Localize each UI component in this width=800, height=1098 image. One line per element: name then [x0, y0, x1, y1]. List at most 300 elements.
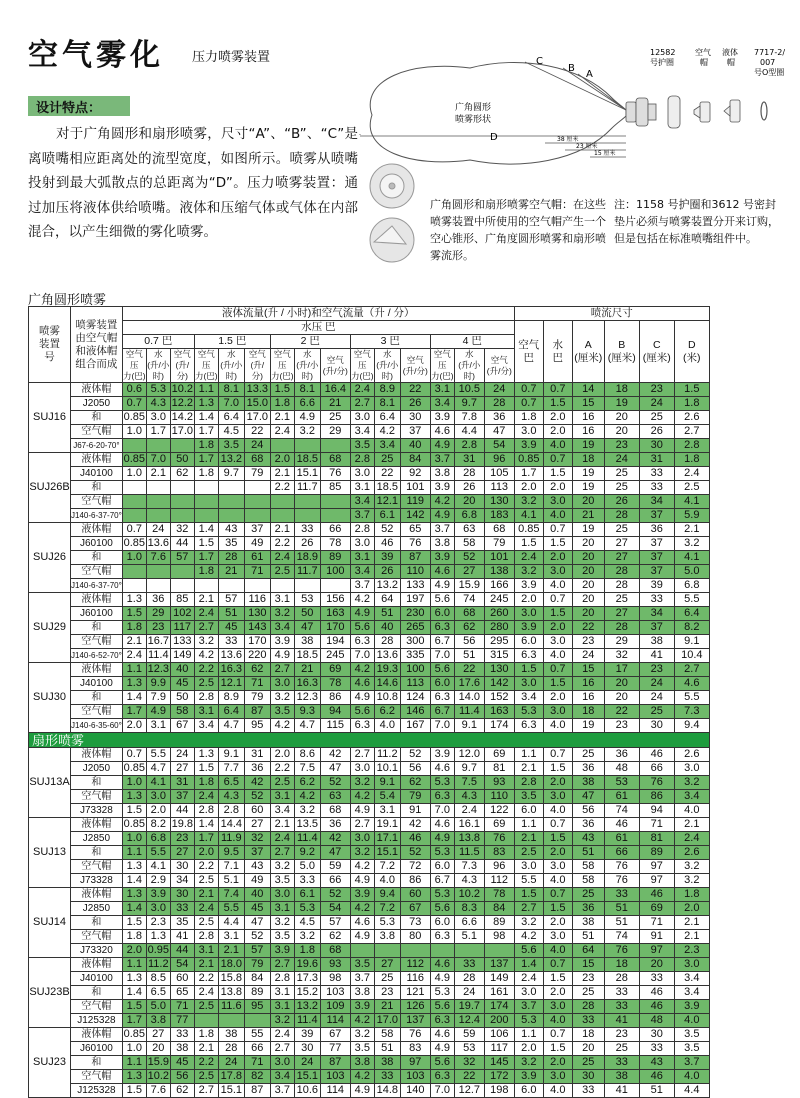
table-cell: 6.3: [430, 1070, 454, 1084]
table-cell: 7.5: [454, 776, 484, 790]
table-cell: 1.7: [194, 551, 218, 565]
table-cell: 0.85: [123, 1028, 145, 1040]
table-cell: 2.0: [543, 621, 572, 635]
table-cell: 68: [320, 944, 350, 958]
table-cell: 16: [572, 411, 604, 425]
section-title-wide-round: 广角圆形喷雾: [28, 293, 107, 308]
sub-header: 空气 (升/分): [400, 349, 430, 383]
table-cell: 3.9: [350, 1000, 374, 1014]
table-cell: 77: [320, 1042, 350, 1056]
part-combo: 液体帽: [71, 593, 123, 607]
table-cell: 4.1: [514, 509, 543, 523]
table-cell: 121: [400, 986, 430, 1000]
table-cell: [244, 579, 270, 593]
table-cell: 3.1: [374, 804, 400, 818]
table-cell: 78: [320, 537, 350, 551]
table-cell: 6.3: [350, 635, 374, 649]
part-combo: 液体帽: [71, 748, 123, 762]
table-cell: 9.5: [218, 846, 244, 860]
table-cell: 3.2: [674, 860, 709, 874]
table-cell: 9.4: [374, 888, 400, 902]
table-cell: 9.1: [218, 748, 244, 762]
table-cell: 2.8: [350, 523, 374, 537]
table-cell: 85: [320, 481, 350, 495]
table-cell: 3.1: [218, 930, 244, 944]
table-cell: 3.2: [294, 425, 320, 439]
table-cell: 5.5: [146, 748, 170, 762]
table-cell: 45: [218, 621, 244, 635]
table-cell: 3.8: [374, 930, 400, 944]
table-cell: 2.7: [350, 748, 374, 762]
table-cell: 3.4: [350, 495, 374, 509]
table-cell: 84: [484, 902, 514, 916]
table-cell: 17.0: [244, 411, 270, 425]
table-cell: 3.9: [514, 1070, 543, 1084]
table-cell: 4.9: [350, 691, 374, 705]
table-cell: 3.2: [674, 537, 709, 551]
table-cell: 0.85: [514, 523, 543, 537]
table-cell: 5.3: [514, 705, 543, 719]
model-number: SUJ30: [29, 663, 71, 733]
table-cell: 22: [374, 467, 400, 481]
table-cell: 101: [484, 551, 514, 565]
table-cell: 19: [572, 523, 604, 537]
table-cell: 15.1: [218, 1084, 244, 1098]
table-cell: 4.9: [430, 509, 454, 523]
table-cell: 56: [572, 804, 604, 818]
table-cell: 3.4: [430, 397, 454, 411]
table-cell: 4.6: [430, 1028, 454, 1042]
table-cell: 2.1: [194, 593, 218, 607]
table-row: [29, 635, 710, 649]
table-cell: 76: [400, 1028, 430, 1042]
table-cell: 1.8: [122, 621, 146, 635]
table-cell: 1.3: [122, 972, 146, 986]
table-cell: 3.5: [218, 439, 244, 453]
table-cell: 1.5: [122, 916, 146, 930]
table-cell: 38: [170, 1042, 194, 1056]
table-cell: 1.5: [514, 663, 543, 677]
part-combo: 空气帽: [71, 860, 123, 874]
table-cell: 2.1: [146, 467, 170, 481]
sub-header: 水 (升/小时): [296, 349, 319, 381]
table-cell: 2.1: [194, 958, 218, 972]
table-cell: 1.1: [122, 958, 146, 972]
table-cell: 30: [639, 719, 674, 733]
table-cell: 1.1: [122, 663, 146, 677]
table-cell: 7.0: [430, 649, 454, 663]
part-label-liquidcap-2: 帽: [727, 58, 735, 67]
table-cell: 10.2: [147, 1070, 169, 1082]
table-cell: 3.7: [270, 1084, 294, 1098]
table-cell: 10.2: [171, 383, 193, 395]
table-cell: 30: [170, 888, 194, 902]
table-cell: 114: [320, 1084, 350, 1098]
table-row: [29, 481, 710, 495]
table-cell: 3.4: [270, 621, 294, 635]
table-cell: 61: [604, 790, 639, 804]
spray-col-b: B (厘米): [604, 321, 639, 383]
table-cell: 24: [639, 397, 674, 411]
table-row: [29, 621, 710, 635]
dist-38: 38 厘米: [557, 136, 579, 143]
table-cell: 16: [572, 691, 604, 705]
table-cell: 4.2: [374, 425, 400, 439]
table-cell: 3.0: [514, 860, 543, 874]
table-cell: 79: [244, 691, 270, 705]
table-cell: 4.7: [218, 719, 244, 733]
table-cell: 91: [639, 930, 674, 944]
table-cell: 4.4: [218, 916, 244, 930]
table-cell: 2.4: [674, 467, 709, 481]
table-cell: 25: [572, 986, 604, 1000]
table-cell: 2.1: [270, 818, 294, 832]
table-cell: 55: [244, 1028, 270, 1042]
table-cell: 5.9: [674, 509, 709, 523]
table-cell: 3.4: [194, 719, 218, 733]
table-cell: 2.8: [194, 930, 218, 944]
table-cell: 34: [639, 607, 674, 621]
table-cell: 3.5: [270, 874, 294, 888]
part-combo: 和: [71, 691, 123, 705]
table-cell: 68: [484, 523, 514, 537]
table-cell: 26: [374, 565, 400, 579]
table-cell: 76: [484, 832, 514, 846]
table-cell: 49: [244, 874, 270, 888]
model-number: SUJ26: [29, 523, 71, 593]
table-cell: 12.0: [454, 748, 484, 762]
dist-23: 23 厘米: [576, 143, 598, 150]
part-combo: J60100: [71, 537, 123, 551]
table-cell: 2.4: [270, 425, 294, 439]
table-cell: 57: [218, 593, 244, 607]
part-label-retainer-2: 号护圈: [650, 58, 674, 67]
table-cell: 14.6: [374, 677, 400, 691]
table-cell: 25: [604, 467, 639, 481]
table-cell: 3.0: [270, 1056, 294, 1070]
part-combo: J125328: [71, 1084, 123, 1098]
table-cell: 45: [244, 902, 270, 916]
table-cell: 20: [572, 551, 604, 565]
table-cell: 3.2: [350, 1028, 374, 1042]
table-cell: 18: [572, 453, 604, 467]
table-cell: [122, 439, 146, 453]
table-cell: 28: [604, 621, 639, 635]
table-row: [29, 832, 710, 846]
table-cell: 4.0: [543, 804, 572, 818]
table-cell: 100: [400, 663, 430, 677]
table-cell: 1.0: [122, 425, 146, 439]
table-cell: 4.0: [543, 509, 572, 523]
pressure-header-4: 4 巴: [430, 335, 514, 349]
dim-c: C: [536, 56, 543, 67]
table-cell: 113: [484, 481, 514, 495]
table-cell: 41: [170, 930, 194, 944]
table-cell: 8.6: [294, 748, 320, 762]
table-cell: 4.2: [514, 930, 543, 944]
table-cell: 28: [572, 1000, 604, 1014]
table-cell: 170: [244, 635, 270, 649]
table-cell: 112: [400, 958, 430, 972]
table-cell: 3.0: [270, 677, 294, 691]
table-cell: 38: [572, 916, 604, 930]
table-cell: 6.0: [430, 916, 454, 930]
part-combo: J140-6-37-70°: [71, 509, 123, 523]
table-cell: 47: [294, 621, 320, 635]
table-cell: 1.0: [122, 551, 146, 565]
table-cell: 6.4: [674, 607, 709, 621]
table-cell: 116: [244, 593, 270, 607]
table-cell: 1.4: [194, 523, 218, 537]
table-cell: 33: [454, 958, 484, 972]
table-cell: 4.0: [543, 1014, 572, 1028]
table-cell: 4.9: [350, 930, 374, 944]
table-cell: 15.9: [454, 579, 484, 593]
table-cell: 13.6: [218, 649, 244, 663]
table-cell: 35: [218, 537, 244, 551]
spray-data-table: [28, 306, 710, 1098]
table-cell: 2.2: [194, 1056, 218, 1070]
table-cell: 41: [639, 649, 674, 663]
table-cell: 94: [320, 705, 350, 719]
table-cell: 3.0: [543, 930, 572, 944]
table-cell: 3.1: [350, 481, 374, 495]
table-row: [29, 958, 710, 972]
table-cell: 4.6: [430, 818, 454, 832]
table-cell: 1.4: [122, 874, 146, 888]
table-cell: 68: [320, 804, 350, 818]
table-cell: 17.0: [171, 425, 193, 437]
table-cell: 116: [400, 972, 430, 986]
table-cell: 6.3: [430, 1014, 454, 1028]
table-cell: 2.0: [514, 1042, 543, 1056]
table-cell: 1.7: [146, 425, 170, 439]
table-cell: 20: [604, 411, 639, 425]
table-cell: 6.8: [674, 579, 709, 593]
table-cell: 7.0: [430, 719, 454, 733]
table-cell: 6.0: [430, 860, 454, 874]
table-cell: 1.7: [194, 453, 218, 467]
table-cell: 3.5: [514, 790, 543, 804]
table-cell: 50: [170, 691, 194, 705]
table-cell: 2.7: [194, 1084, 218, 1098]
col-model-header: 喷雾 装置 号: [29, 307, 71, 383]
table-cell: 1.4: [122, 986, 146, 1000]
table-cell: 2.8: [454, 439, 484, 453]
table-cell: 9.2: [294, 846, 320, 860]
table-cell: 15.2: [294, 986, 320, 1000]
table-cell: 6.5: [146, 986, 170, 1000]
table-cell: 52: [374, 523, 400, 537]
table-cell: 20: [604, 425, 639, 439]
table-cell: 79: [244, 467, 270, 481]
table-cell: 14: [572, 383, 604, 397]
table-cell: 18.5: [294, 453, 320, 467]
table-cell: 29: [604, 635, 639, 649]
table-cell: 33: [604, 986, 639, 1000]
table-cell: 4.9: [350, 804, 374, 818]
table-cell: 51: [639, 1084, 674, 1098]
table-cell: 12.7: [454, 1084, 484, 1098]
table-cell: 1.5: [543, 1042, 572, 1056]
table-row: [29, 537, 710, 551]
table-cell: 4.2: [350, 860, 374, 874]
part-label-oring-3: 号O型圈: [754, 68, 785, 77]
table-cell: [294, 579, 320, 593]
table-cell: 3.1: [194, 944, 218, 958]
table-cell: 149: [484, 972, 514, 986]
table-cell: 25: [604, 1042, 639, 1056]
table-cell: 2.2: [270, 481, 294, 495]
table-cell: 87: [400, 551, 430, 565]
table-cell: 33: [604, 1000, 639, 1014]
table-cell: 300: [400, 635, 430, 649]
table-cell: 33: [604, 888, 639, 902]
table-cell: 2.0: [543, 916, 572, 930]
table-cell: 103: [320, 986, 350, 1000]
table-cell: 44: [170, 944, 194, 958]
table-cell: 24: [218, 1056, 244, 1070]
part-combo: 和: [71, 551, 123, 565]
table-cell: 2.8: [218, 804, 244, 818]
part-combo: J40100: [71, 467, 123, 481]
table-cell: 39: [639, 579, 674, 593]
table-cell: 4.6: [430, 958, 454, 972]
part-combo: J140-6-37-70°: [71, 579, 123, 593]
table-cell: [170, 579, 194, 593]
table-cell: 4.0: [674, 804, 709, 818]
table-row: [29, 649, 710, 663]
table-cell: 42: [244, 776, 270, 790]
table-cell: 42: [320, 748, 350, 762]
table-cell: 4.2: [294, 790, 320, 804]
spray-col-a: A (厘米): [572, 321, 604, 383]
table-cell: 117: [484, 1042, 514, 1056]
table-cell: 60: [170, 972, 194, 986]
table-cell: 5.3: [430, 986, 454, 1000]
spray-col-d: D (米): [674, 321, 709, 383]
table-cell: 230: [400, 607, 430, 621]
table-cell: 18: [604, 383, 639, 397]
table-cell: 20: [572, 495, 604, 509]
table-cell: 97: [639, 860, 674, 874]
table-cell: 2.4: [194, 790, 218, 804]
table-cell: 3.0: [146, 902, 170, 916]
table-cell: 2.0: [543, 1056, 572, 1070]
table-cell: 61: [604, 832, 639, 846]
table-cell: 3.2: [350, 846, 374, 860]
table-row: [29, 439, 710, 453]
table-cell: [218, 495, 244, 509]
spray-size-title: 喷流尺寸: [514, 307, 709, 321]
table-cell: 92: [400, 467, 430, 481]
table-cell: 3.5: [674, 1042, 709, 1056]
table-cell: [454, 944, 484, 958]
table-cell: 1.3: [194, 748, 218, 762]
part-combo: J2850: [71, 832, 123, 846]
table-cell: 7.0: [430, 1084, 454, 1098]
table-cell: 7.2: [374, 860, 400, 874]
table-cell: 1.8: [122, 930, 146, 944]
table-cell: 54: [170, 958, 194, 972]
table-cell: 51: [604, 916, 639, 930]
table-cell: 101: [400, 481, 430, 495]
table-cell: 0.7: [543, 663, 572, 677]
table-cell: 1.5: [543, 467, 572, 481]
table-cell: 1.5: [122, 607, 146, 621]
features-heading: 设计特点：: [36, 101, 102, 116]
liquid-cap-icon: [724, 100, 740, 122]
table-cell: 69: [320, 663, 350, 677]
table-cell: 2.7: [270, 663, 294, 677]
table-cell: 4.0: [543, 1084, 572, 1098]
section-title-fan: 扇形喷雾: [29, 733, 710, 748]
table-cell: 7.0: [146, 453, 170, 467]
table-cell: 105: [484, 467, 514, 481]
table-cell: 2.1: [122, 635, 146, 649]
table-cell: 51: [218, 607, 244, 621]
table-cell: 6.3: [350, 719, 374, 733]
table-cell: [146, 509, 170, 523]
table-cell: 37: [639, 621, 674, 635]
table-cell: 3.7: [514, 1000, 543, 1014]
table-row: [29, 579, 710, 593]
table-cell: 13.8: [454, 832, 484, 846]
table-cell: 1.8: [194, 1028, 218, 1042]
table-cell: 31: [454, 453, 484, 467]
table-cell: 95: [244, 719, 270, 733]
table-cell: 3.7: [430, 453, 454, 467]
table-cell: 15: [572, 663, 604, 677]
table-cell: 0.7: [122, 397, 146, 411]
table-cell: 2.7: [674, 425, 709, 439]
table-cell: 156: [320, 593, 350, 607]
table-cell: [270, 509, 294, 523]
table-cell: 39: [294, 1028, 320, 1042]
table-cell: 20: [454, 495, 484, 509]
table-cell: 2.1: [674, 818, 709, 832]
table-cell: 3.0: [543, 565, 572, 579]
table-cell: 6.5: [218, 776, 244, 790]
table-cell: 24: [170, 748, 194, 762]
table-cell: 4.7: [294, 719, 320, 733]
table-cell: 3.2: [270, 1014, 294, 1028]
table-cell: 3.0: [543, 860, 572, 874]
table-cell: 28: [604, 579, 639, 593]
table-cell: 51: [572, 930, 604, 944]
part-label-aircap: 空气: [695, 48, 711, 57]
table-cell: 1.7: [122, 705, 146, 719]
table-cell: 97: [400, 1056, 430, 1070]
table-row: [29, 705, 710, 719]
table-cell: 3.0: [543, 1000, 572, 1014]
table-cell: 28: [218, 1042, 244, 1056]
table-cell: 0.7: [543, 453, 572, 467]
table-cell: 4.7: [146, 762, 170, 776]
table-cell: 115: [320, 719, 350, 733]
table-cell: 167: [400, 719, 430, 733]
table-cell: 4.0: [674, 1070, 709, 1084]
table-cell: 24: [484, 383, 514, 397]
table-cell: 14.2: [171, 411, 193, 423]
part-combo: 液体帽: [71, 888, 123, 902]
table-cell: 124: [400, 691, 430, 705]
table-cell: 27: [170, 846, 194, 860]
table-cell: 45: [170, 677, 194, 691]
table-cell: 53: [604, 776, 639, 790]
table-cell: 23: [639, 663, 674, 677]
table-cell: 2.0: [122, 944, 146, 958]
